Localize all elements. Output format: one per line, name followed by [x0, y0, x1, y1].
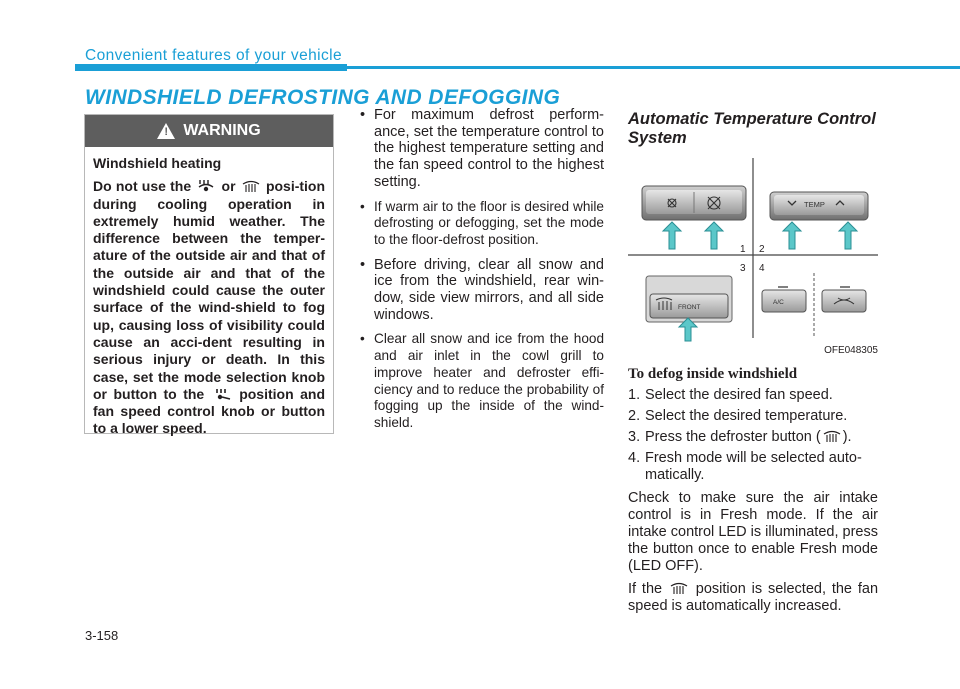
- control-panel-figure: [628, 158, 878, 356]
- warning-body: [85, 147, 333, 438]
- fresh-mode-paragraph: Check to make sure the air intake control is in Fresh mode. If the air intake control LED is illuminated, press the button once to enable Fresh mode (LED OFF).: [628, 490, 878, 574]
- defrost-position-icon: [668, 581, 690, 595]
- para2-text-a: If the: [628, 581, 663, 597]
- step-number: 1.: [628, 387, 641, 403]
- warning-heading: Windshield heating: [93, 155, 222, 171]
- section-header: Convenient features of your vehicle: [85, 47, 342, 64]
- step-number: 4.: [628, 450, 641, 466]
- bullet-item: • Clear all snow and ice from the hood and air inlet in the cowl grill to improve heater and defroster effi-ciency and to reduce the probability of fogging up the inside of the wind-shield.: [356, 331, 604, 431]
- step-number: 2.: [628, 408, 641, 424]
- bullet-item: • For maximum defrost perform-ance, set the temperature control to the highest temperature setting and the fan speed control to the highest setting.: [356, 107, 604, 191]
- step-item: [628, 450, 878, 484]
- quadrant-2-label: 2: [759, 244, 765, 255]
- auto-section-title: Automatic Temperature Control System: [628, 110, 876, 147]
- warning-box: [84, 114, 334, 437]
- step-text: Select the desired fan speed.: [645, 387, 833, 403]
- steps-list: [628, 387, 878, 484]
- fan-speed-paragraph: [628, 581, 878, 615]
- control-panel-illustration: [628, 158, 878, 356]
- bullet-column: [356, 107, 604, 440]
- page-title: WINDSHIELD DEFROSTING AND DEFOGGING: [85, 86, 561, 109]
- step-text: Fresh mode will be selected auto-matically.: [645, 450, 862, 483]
- quadrant-3-label: 3: [740, 263, 746, 274]
- bullet-item: • If warm air to the floor is desired while defrosting or defogging, set the mode to the floor-defrost position.: [356, 199, 604, 249]
- quadrant-1-label: 1: [740, 244, 746, 255]
- bullet-list: [356, 107, 604, 432]
- temp-label: TEMP: [804, 200, 825, 209]
- defroster-button-icon: [821, 429, 843, 443]
- step-number: 3.: [628, 429, 641, 445]
- procedure-title: To defog inside windshield: [628, 366, 798, 382]
- warning-text-3: posi-tion during cooling operation in extremely humid weather. The difference between the temper-ature of the outside air and that of the outside air and that of the windshield could cause the outer surface of the wind-shield to fog up, causing loss of visibility could cause an acci-dent resulting in serious injury or death. In this case, set the mode selection knob or button to the: [93, 178, 326, 402]
- warning-header: [85, 115, 333, 147]
- ac-label: A/C: [773, 299, 784, 306]
- auto-section: [628, 107, 878, 615]
- page-number: 3-158: [85, 628, 119, 643]
- step-text-end: ).: [842, 429, 852, 445]
- warning-triangle-icon: !: [157, 123, 175, 139]
- warning-text-4: position and fan speed control knob or button to a lower speed.: [93, 385, 326, 437]
- warning-label: WARNING: [183, 122, 261, 139]
- step-item: [628, 387, 878, 404]
- step-text: Select the desired temperature.: [645, 408, 848, 424]
- figure-code: OFE048305: [824, 345, 878, 356]
- step-item: [628, 429, 878, 446]
- step-text: Press the defroster button (: [645, 429, 821, 445]
- warning-text-1: Do not use the: [93, 178, 192, 195]
- front-label: FRONT: [678, 304, 701, 311]
- header-rule-tab: [75, 64, 347, 71]
- floor-defrost-mode-icon: [195, 179, 217, 193]
- para2-text-b: position is selected, the fan speed is automatically increased.: [628, 581, 879, 614]
- warning-text-2: or: [221, 178, 236, 195]
- step-item: [628, 408, 878, 425]
- warning-text: [93, 178, 325, 437]
- defrost-mode-icon: [240, 179, 262, 193]
- quadrant-4-label: 4: [759, 263, 765, 274]
- floor-defrost-mode-icon-2: [211, 387, 233, 401]
- bullet-item: • Before driving, clear all snow and ice from the windshield, rear win-dow, side view mirrors, and all side windows.: [356, 257, 604, 324]
